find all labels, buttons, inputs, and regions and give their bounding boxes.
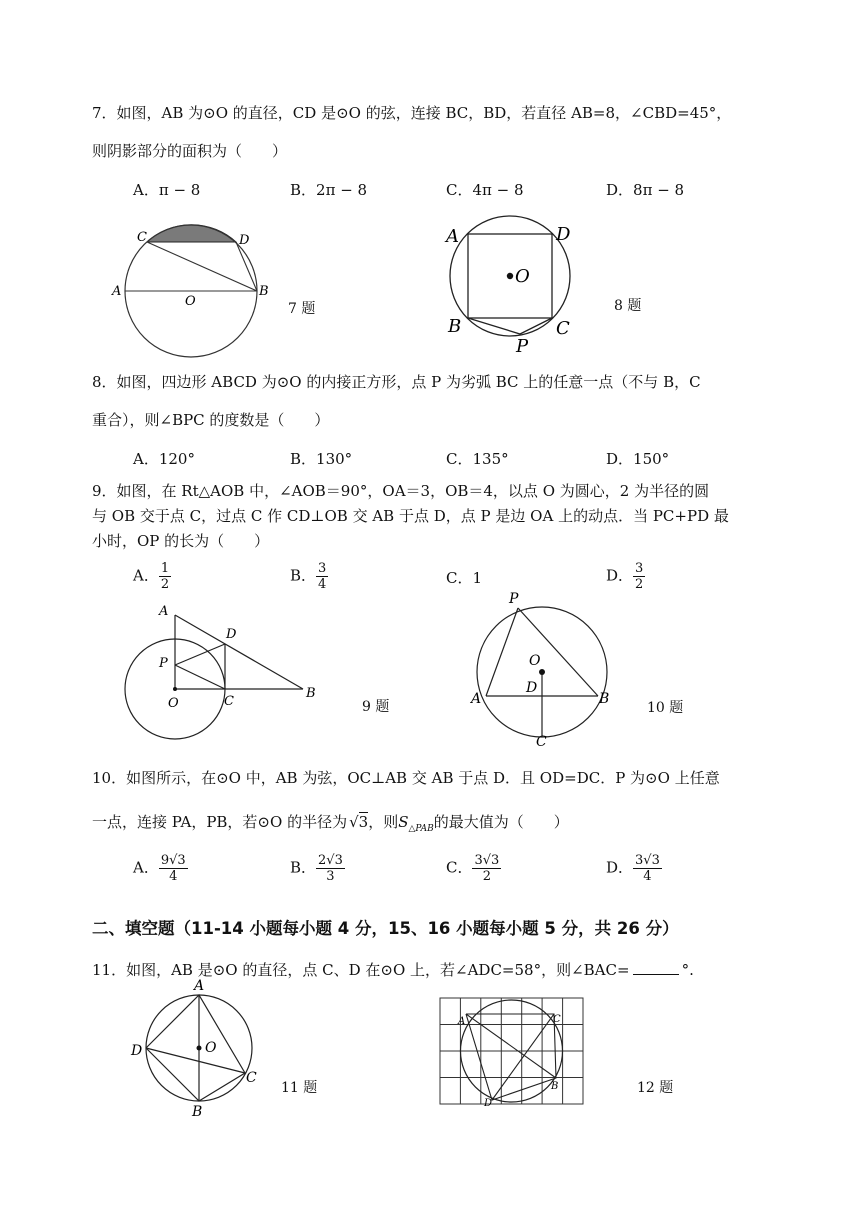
q9-point-o: O <box>168 696 179 711</box>
q12-point-c: C <box>553 1014 561 1025</box>
q11-answer-blank[interactable] <box>633 959 679 975</box>
q10-option-a-fraction: $\frac{9√3}{4}$ <box>160 853 186 884</box>
q12-point-b: B <box>551 1081 559 1092</box>
q10-stem-line1: 10．如图所示，在⊙O 中，AB 为弦，OC⊥AB 交 AB 于点 D．且 OD=DC．P 为⊙O 上任意 <box>92 769 720 787</box>
q9-option-c-value: 1 <box>472 569 483 587</box>
q8-point-d: D <box>556 224 571 245</box>
q7-point-a: A <box>112 284 122 299</box>
q8-option-b[interactable]: B．130° <box>290 450 353 468</box>
q8-point-c: C <box>556 318 570 339</box>
q9-stem-line3: 小时，OP 的长为（ ） <box>92 532 270 550</box>
q10-sqrt: √3 <box>349 813 369 831</box>
q10-option-b[interactable] <box>290 853 345 884</box>
q10-point-b: B <box>599 691 610 707</box>
q9-stem-line1: 9．如图，在 Rt△AOB 中，∠AOB＝90°，OA＝3，OB＝4，以点 O 为圆心，2 为半径的圆 <box>92 482 710 500</box>
q8-point-a: A <box>446 226 459 247</box>
q8-point-p: P <box>516 336 529 357</box>
q8-stem-line1: 8．如图，四边形 ABCD 为⊙O 的内接正方形，点 P 为劣弧 BC 上的任意一点（不与 B，C <box>92 373 701 391</box>
q7-option-a[interactable]: A．π − 8 <box>133 181 201 199</box>
q9-option-a-fraction: $\frac{1}{2}$ <box>160 561 170 592</box>
q7-point-d: D <box>239 233 250 248</box>
q9-option-d-fraction: $\frac{3}{2}$ <box>635 561 644 592</box>
q9-option-c-letter: C． <box>446 569 473 587</box>
q9-point-p: P <box>159 656 168 671</box>
q8-option-d[interactable]: D．150° <box>606 450 670 468</box>
q10-option-c-fraction: $\frac{3√3}{2}$ <box>474 853 500 884</box>
q12-point-a: A <box>458 1016 466 1027</box>
q7-point-b: B <box>259 284 269 299</box>
q10-option-d-letter: D． <box>606 858 634 877</box>
q7-option-b[interactable]: B．2π − 8 <box>290 181 368 199</box>
q8-point-b: B <box>448 316 462 337</box>
section-2-title: 二、填空题（11-14 小题每小题 4 分，15、16 小题每小题 5 分，共 26 分） <box>92 919 679 938</box>
q7-point-c: C <box>137 230 147 245</box>
q9-option-d-letter: D． <box>606 566 634 585</box>
q10-option-d-fraction: $\frac{3√3}{4}$ <box>635 853 660 884</box>
q7-figure <box>105 225 285 350</box>
q9-option-b[interactable] <box>290 561 328 592</box>
q9-point-b: B <box>306 686 316 701</box>
q9-figure-label: 9 题 <box>362 699 390 715</box>
q11-point-c: C <box>246 1070 257 1086</box>
q8-stem-line2: 重合），则∠BPC 的度数是（ ） <box>92 411 330 429</box>
q7-point-o: O <box>185 294 196 309</box>
q8-option-a[interactable]: A．120° <box>133 450 195 468</box>
q9-option-b-letter: B． <box>290 566 317 585</box>
q12-point-d: D <box>484 1098 493 1109</box>
q11-figure-label: 11 题 <box>281 1080 318 1096</box>
q10-option-b-fraction: $\frac{2√3}{3}$ <box>318 853 343 884</box>
q10-option-c-letter: C． <box>446 858 473 877</box>
q9-option-a-letter: A． <box>133 566 159 585</box>
q9-option-b-fraction: $\frac{3}{4}$ <box>318 561 327 592</box>
q9-point-d: D <box>226 627 237 642</box>
q11-point-d: D <box>131 1043 143 1059</box>
q9-stem-line2: 与 OB 交于点 C，过点 C 作 CD⊥OB 交 AB 于点 D，点 P 是边 OA 上的动点．当 PC+PD 最 <box>92 507 729 525</box>
q10-option-a[interactable] <box>133 853 188 884</box>
q9-point-c: C <box>224 694 234 709</box>
q7-figure-label: 7 题 <box>288 301 316 317</box>
q8-point-o: O <box>515 266 530 287</box>
q7-option-d[interactable]: D．8π − 8 <box>606 181 685 199</box>
q12-figure-label: 12 题 <box>637 1080 674 1096</box>
q11-point-o: O <box>205 1040 217 1056</box>
q10-point-c: C <box>536 734 547 750</box>
q10-point-d: D <box>526 680 538 696</box>
q8-option-c[interactable]: C．135° <box>446 450 509 468</box>
q10-figure-label: 10 题 <box>647 700 684 716</box>
q10-point-p: P <box>509 591 519 607</box>
q7-stem-line2: 则阴影部分的面积为（ ） <box>92 142 288 160</box>
q8-figure-label: 8 题 <box>614 298 642 314</box>
q7-option-c[interactable]: C．4π − 8 <box>446 181 524 199</box>
q10-option-a-letter: A． <box>133 858 159 877</box>
q10-point-o: O <box>529 653 541 669</box>
q9-option-a[interactable] <box>133 561 171 592</box>
q11-figure <box>125 975 275 1120</box>
q10-figure <box>465 585 625 750</box>
q12-figure <box>440 998 585 1109</box>
q11-point-a: A <box>194 978 205 994</box>
q10-option-b-letter: B． <box>290 858 317 877</box>
q9-point-a: A <box>159 604 169 619</box>
q8-figure <box>440 222 590 357</box>
q10-stem-line2: 一点，连接 PA，PB，若⊙O 的半径为 √3，则$S_{\triangle PAB}$的最大值为（ ） <box>92 813 569 834</box>
q7-stem-line1: 7．如图，AB 为⊙O 的直径，CD 是⊙O 的弦，连接 BC，BD，若直径 AB=8，∠CBD=45°， <box>92 104 732 122</box>
q9-figure <box>110 603 330 753</box>
q11-stem: 11．如图，AB 是⊙O 的直径，点 C、D 在⊙O 上，若∠ADC=58°，则∠BAC= °. <box>92 961 694 979</box>
q11-point-b: B <box>192 1104 203 1120</box>
q10-point-a: A <box>471 691 482 707</box>
q10-option-c[interactable] <box>446 853 501 884</box>
q10-option-d[interactable] <box>606 853 662 884</box>
